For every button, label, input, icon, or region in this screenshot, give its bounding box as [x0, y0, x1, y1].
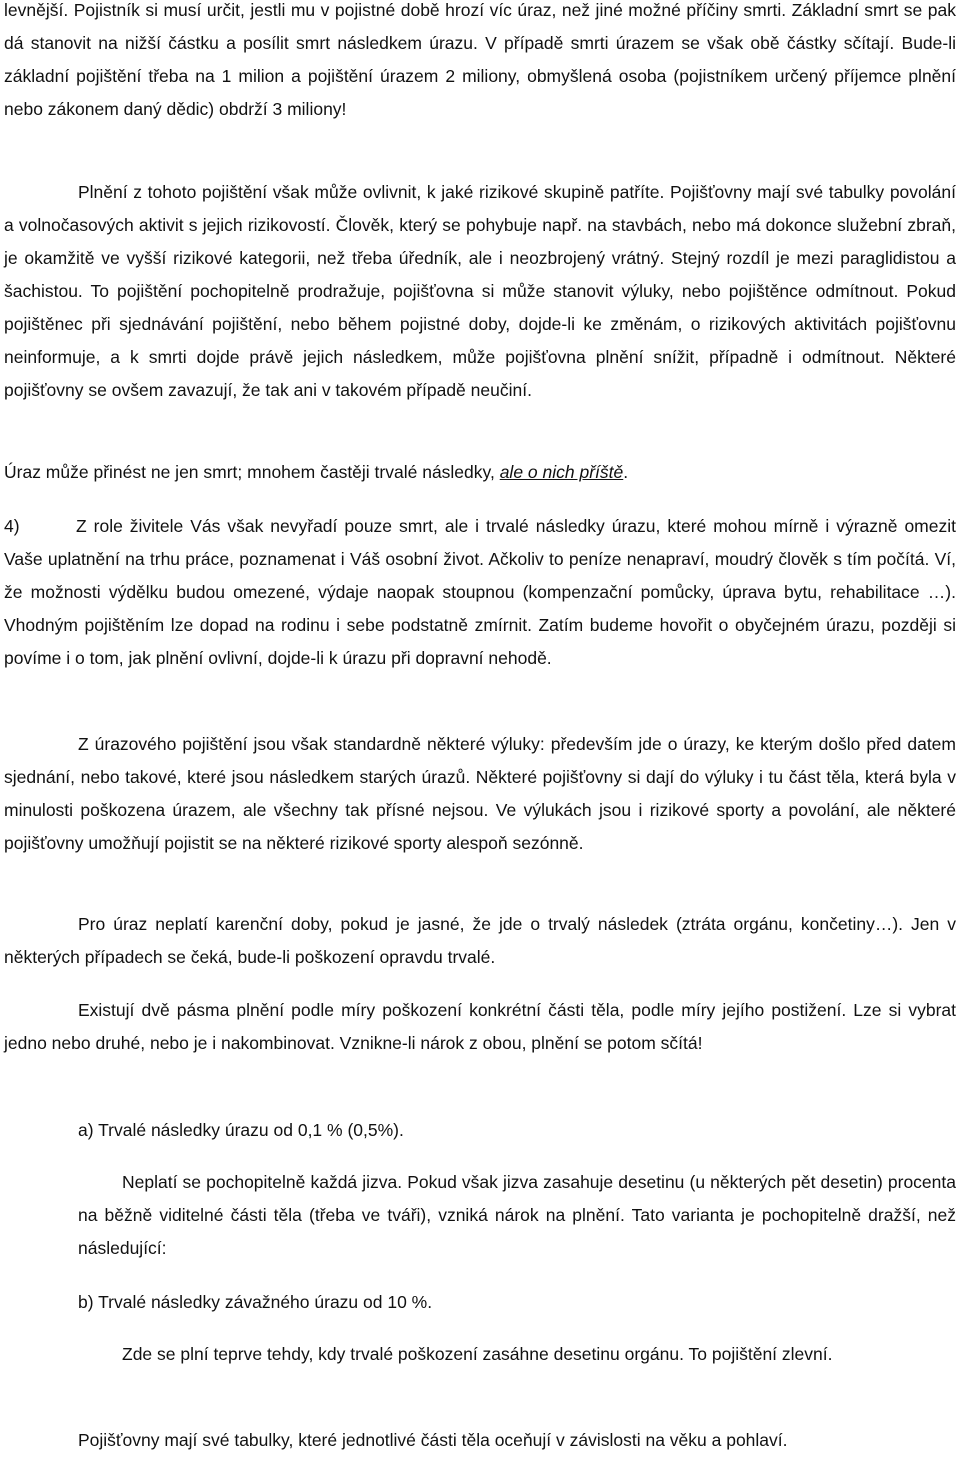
- paragraph-injury-consequences: [4, 456, 956, 489]
- list-item-b: b) Trvalé následky závažného úrazu od 10 %.: [78, 1292, 433, 1312]
- paragraph-death-sum: levnější. Pojistník si musí určit, jestli mu v pojistné době hrozí víc úraz, než jiné možné příčiny smrti. Základní smrt se pak dá stanovit na nižší částku a posílit smrt následkem úrazu. V případě smrti úrazem se však obě částky sčítají. Bude-li základní pojištění třeba na 1 milion a pojištění úrazem 2 miliony, obmyšlená osoba (pojistníkem určený příjemce plnění nebo zákonem daný dědic) obdrží 3 miliony!: [4, 0, 956, 119]
- paragraph-waiting-period: Pro úraz neplatí karenční doby, pokud je jasné, že jde o trvalý následek (ztráta orgánu, končetiny…). Jen v některých případech se čeká, bude-li poškození opravdu trvalé.: [4, 914, 956, 967]
- injury-text-end: .: [623, 462, 629, 482]
- paragraph-scars: Neplatí se pochopitelně každá jizva. Pokud však jizva zasahuje desetinu (u některých pět desetin) procenta na běžně viditelné části těla (třeba ve tváři), vzniká nárok na plnění. Tato varianta je pochopitelně dražší, než následující:: [78, 1172, 956, 1258]
- list-item-a: a) Trvalé následky úrazu od 0,1 % (0,5%).: [78, 1120, 404, 1140]
- paragraph-risk-groups: Plnění z tohoto pojištění však může ovlivnit, k jaké rizikové skupině patříte. Pojišťovny mají své tabulky povolání a volnočasových aktivit s jejich rizikovostí. Člověk, který se pohybuje např. na stavbách, nebo má dokonce služební zbraň, je okamžitě ve vyšší rizikové kategorii, než třeba úředník, ale i neozbrojený vrátný. Stejný rozdíl je mezi paraglidistou a šachistou. To pojištění pochopitelně prodražuje, pojišťovna si může stanovit výluky, nebo pojištěnce odmítnout. Pokud pojištěnec při sjednávání pojištění, nebo během pojistné doby, dojde-li ke změnám, o rizikových aktivitách pojišťovnu neinformuje, a k smrti dojde právě jejich následkem, může pojišťovna plnění snížit, případně i odmítnout. Některé pojišťovny se ovšem zavazují, že tak ani v takovém případě neučiní.: [4, 182, 956, 400]
- list-number: 4): [4, 516, 20, 536]
- paragraph-tables: Pojišťovny mají své tabulky, které jednotlivé části těla oceňují v závislosti na věku a pohlaví.: [78, 1430, 788, 1450]
- paragraph-point-4-text: Z role živitele Vás však nevyřadí pouze smrt, ale i trvalé následky úrazu, které mohou mírně i výrazně omezit Vaše uplatnění na trhu práce, poznamenat i Váš osobní život. Ačkoliv to peníze nenapraví, moudrý člověk s tím počítá. Ví, že možnosti výdělku budou omezené, výdaje naopak stoupnou (kompenzační pomůcky, úprava bytu, rehabilitace …). Vhodným pojištěním lze dopad na rodinu i sebe podstatně zmírnit. Zatím budeme hovořit o obyčejném úrazu, později si povíme i o tom, jak plnění ovlivní, dojde-li k úrazu při dopravní nehodě.: [4, 516, 956, 668]
- paragraph-point-4: [4, 510, 956, 675]
- next-time-link-text: ale o nich příště: [499, 462, 624, 482]
- paragraph-payout-bands: Existují dvě pásma plnění podle míry poškození konkrétní části těla, podle míry jejího postižení. Lze si vybrat jedno nebo druhé, nebo je i nakombinovat. Vznikne-li nárok z obou, plnění se potom sčítá!: [4, 1000, 956, 1053]
- paragraph-exclusions: Z úrazového pojištění jsou však standardně některé výluky: především jde o úrazy, ke kterým došlo před datem sjednání, nebo takové, které jsou následkem starých úrazů. Některé pojišťovny si dají do výluky i tu část těla, která byla v minulosti poškozena úrazem, ale všechny tak přísné nejsou. Ve výlukách jsou i rizikové sporty a povolání, ale některé pojišťovny umožňují pojistit se na některé rizikové sporty alespoň sezónně.: [4, 734, 956, 853]
- injury-text: Úraz může přinést ne jen smrt; mnohem častěji trvalé následky,: [4, 462, 500, 482]
- paragraph-severe-injury: Zde se plní teprve tehdy, kdy trvalé poškození zasáhne desetinu orgánu. To pojištění zlevní.: [122, 1344, 833, 1364]
